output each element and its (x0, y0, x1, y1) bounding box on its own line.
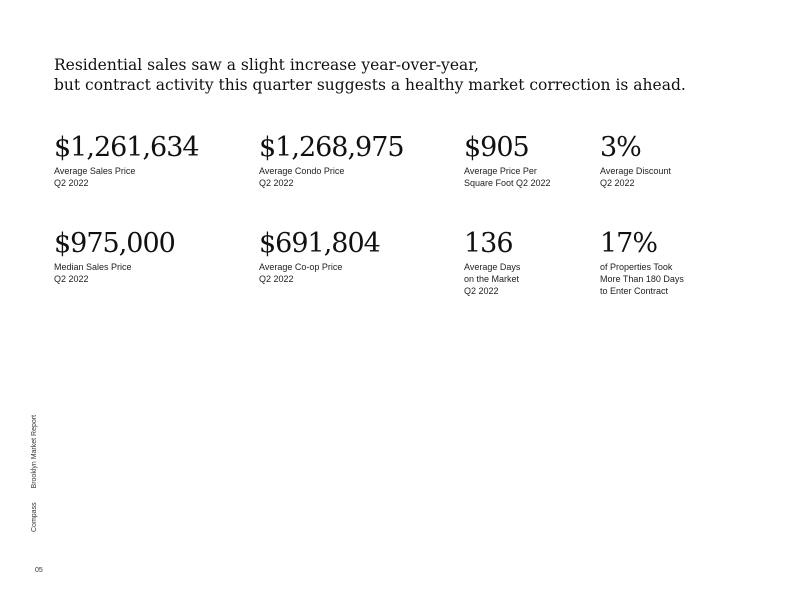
stat-average-condo-price (259, 133, 404, 189)
stat-label: Average Sales Price Q2 2022 (54, 166, 136, 188)
stat-average-price-per-square-foot (464, 133, 551, 189)
stat-label: Average Condo Price Q2 2022 (259, 166, 345, 188)
stat-value: $1,268,975 (259, 132, 404, 163)
stat-median-sales-price (54, 229, 175, 285)
stat-label: Median Sales Price Q2 2022 (54, 262, 132, 284)
stat-average-sales-price (54, 133, 199, 189)
report-name: Brooklyn Market Report (31, 414, 38, 489)
headline-line-1: Residential sales saw a slight increase year-over-year, (54, 56, 479, 74)
stat-label: Average Discount Q2 2022 (600, 166, 671, 188)
stat-value: $1,261,634 (54, 132, 199, 163)
stat-value: 136 (464, 228, 513, 259)
headline-line-2: but contract activity this quarter suggests a healthy market correction is ahead. (54, 76, 686, 94)
stat-value: 17% (600, 228, 658, 259)
stat-value: $975,000 (54, 228, 175, 259)
page-number: 05 (35, 567, 43, 574)
stat-label: Average Price Per Square Foot Q2 2022 (464, 166, 551, 188)
stat-average-discount (600, 133, 671, 189)
stat-label: Average Days on the Market Q2 2022 (464, 262, 521, 296)
stat-label: Average Co-op Price Q2 2022 (259, 262, 343, 284)
report-side-label (30, 415, 39, 532)
stat-label: of Properties Took More Than 180 Days to Enter Contract (600, 262, 684, 296)
stat-average-coop-price (259, 229, 380, 285)
stat-average-days-on-market (464, 229, 520, 297)
stat-value: $905 (464, 132, 529, 163)
stat-value: 3% (600, 132, 641, 163)
brand-name: Compass (31, 502, 38, 532)
headline (54, 55, 694, 95)
stat-properties-over-180-days (600, 229, 684, 297)
stat-value: $691,804 (259, 228, 380, 259)
